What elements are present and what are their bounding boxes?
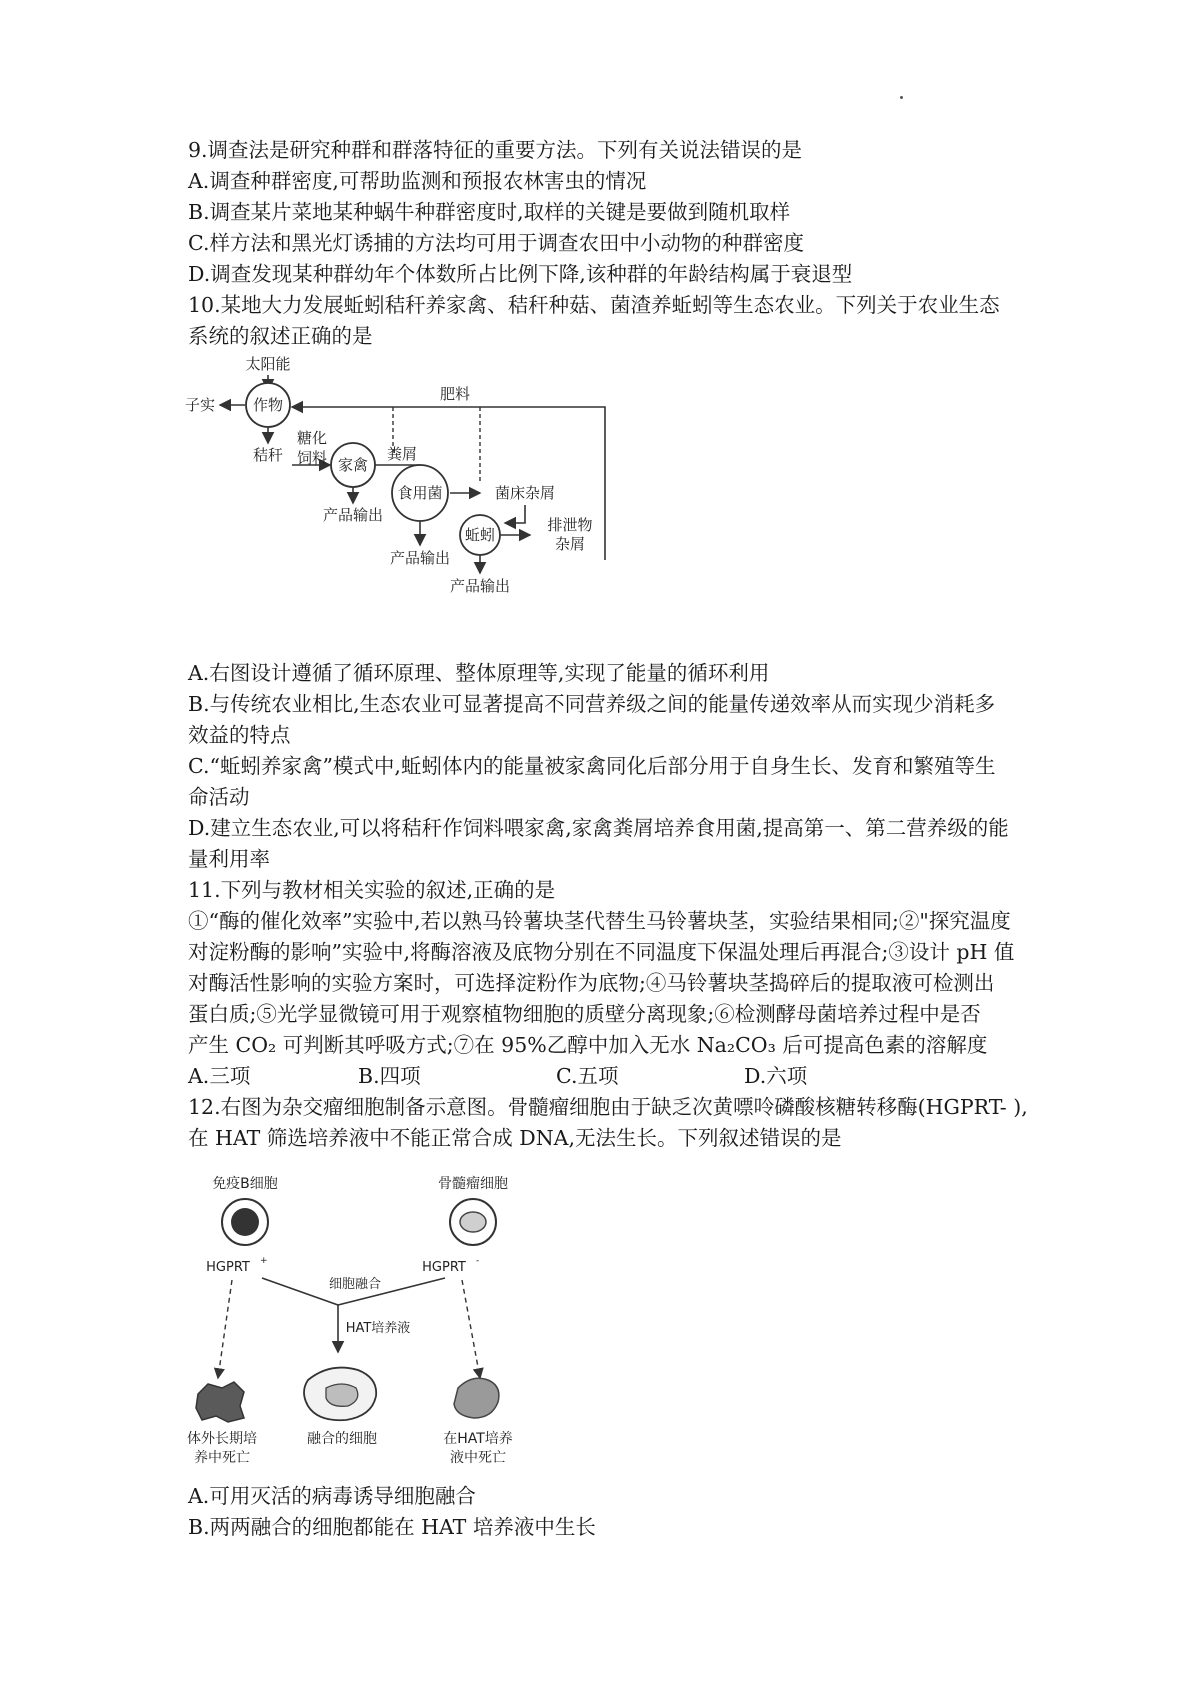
q11-choice-c: C.五项 [556, 1064, 619, 1088]
excreta-label-1: 排泄物 [547, 516, 593, 534]
q11-choice-b: B.四项 [358, 1064, 421, 1088]
q11-stem: 11.下列与教材相关实验的叙述,正确的是 [188, 878, 556, 902]
fusion-label: 细胞融合 [328, 1277, 382, 1292]
saccharified-label-1: 糖化 [296, 429, 328, 447]
sun-label: 太阳能 [245, 355, 291, 373]
q10-option-c-cont: 命活动 [188, 785, 250, 809]
b-cell-label: 免疫B细胞 [212, 1176, 278, 1192]
scan-speck [900, 96, 903, 99]
right-outcome-2: 液中死亡 [450, 1450, 506, 1466]
q9-stem: 9.调查法是研究种群和群落特征的重要方法。下列有关说法错误的是 [188, 138, 803, 162]
left-outcome-2: 养中死亡 [194, 1450, 250, 1466]
bed-waste-label: 菌床杂屑 [494, 484, 556, 502]
q10-stem-line2: 系统的叙述正确的是 [188, 324, 373, 348]
straw-label: 秸秆 [252, 446, 284, 464]
q11-body-5: 产生 CO₂ 可判断其呼吸方式;⑦在 95%乙醇中加入无水 Na₂CO₃ 后可提高色素的溶解度 [188, 1033, 988, 1057]
q11-body-1: ①“酶的催化效率”实验中,若以熟马铃薯块茎代替生马铃薯块茎，实验结果相同;②"探究温度 [188, 909, 1011, 933]
crop-label: 作物 [252, 396, 284, 414]
q10-stem-line1: 10.某地大力发展蚯蚓秸秆养家禽、秸秆种菇、菌渣养蚯蚓等生态农业。下列关于农业生态 [188, 293, 1000, 317]
q10-option-a: A.右图设计遵循了循环原理、整体原理等,实现了能量的循环利用 [188, 661, 770, 685]
hgprt-minus-sup: - [476, 1256, 480, 1266]
q12-stem-line2: 在 HAT 筛选培养液中不能正常合成 DNA,无法生长。下列叙述错误的是 [188, 1126, 842, 1150]
q11-choice-a: A.三项 [188, 1064, 251, 1088]
q11-body-3: 对酶活性影响的实验方案时，可选择淀粉作为底物;④马铃薯块茎捣碎后的提取液可检测出 [188, 971, 995, 995]
q12-option-b: B.两两融合的细胞都能在 HAT 培养液中生长 [188, 1515, 596, 1539]
output-label-2: 产品输出 [389, 549, 451, 567]
hat-label: HAT培养液 [345, 1321, 411, 1336]
saccharified-label-2: 饲料 [296, 449, 328, 467]
poultry-label: 家禽 [337, 456, 369, 474]
q9-option-d: D.调查发现某种群幼年个体数所占比例下降,该种群的年龄结构属于衰退型 [188, 262, 853, 286]
right-outcome-1: 在HAT培养 [443, 1431, 513, 1447]
earthworm-label: 蚯蚓 [464, 526, 496, 544]
q11-body-4: 蛋白质;⑤光学显微镜可用于观察植物细胞的质壁分离现象;⑥检测酵母菌培养过程中是否 [188, 1002, 981, 1026]
ecological-agriculture-diagram [180, 355, 650, 650]
fertilizer-label: 肥料 [439, 385, 471, 403]
seed-label: 子实 [184, 396, 216, 414]
fungus-label: 食用菌 [397, 484, 443, 502]
q10-option-b-cont: 效益的特点 [188, 723, 291, 747]
dead-b-cell [196, 1382, 244, 1422]
q10-option-c: C.“蚯蚓养家禽”模式中,蚯蚓体内的能量被家禽同化后部分用于自身生长、发育和繁殖等生 [188, 754, 996, 778]
left-outcome-1: 体外长期培 [187, 1431, 257, 1447]
q10-option-d-cont: 量利用率 [188, 847, 270, 871]
hgprt-minus-label: HGPRT [422, 1260, 466, 1275]
dead-myeloma-cell [454, 1378, 499, 1418]
hgprt-plus-sup: + [260, 1256, 268, 1266]
q9-option-b: B.调查某片菜地某种蜗牛种群密度时,取样的关键是要做到随机取样 [188, 200, 791, 224]
myeloma-nucleus [460, 1212, 486, 1232]
q9-option-c: C.样方法和黑光灯诱捕的方法均可用于调查农田中小动物的种群密度 [188, 231, 804, 255]
excreta-label-2: 杂屑 [554, 535, 586, 553]
mid-outcome: 融合的细胞 [307, 1431, 377, 1447]
output-label-3: 产品输出 [449, 577, 511, 595]
manure-label: 粪屑 [386, 445, 418, 463]
myeloma-label: 骨髓瘤细胞 [438, 1176, 508, 1192]
q11-choice-d: D.六项 [744, 1064, 808, 1088]
b-cell-nucleus [231, 1208, 259, 1236]
q10-option-b: B.与传统农业相比,生态农业可显著提高不同营养级之间的能量传递效率从而实现少消耗多 [188, 692, 996, 716]
q10-option-d: D.建立生态农业,可以将秸秆作饲料喂家禽,家禽粪屑培养食用菌,提高第一、第二营养级的能 [188, 816, 1009, 840]
q12-stem-line1: 12.右图为杂交瘤细胞制备示意图。骨髓瘤细胞由于缺乏次黄嘌呤磷酸核糖转移酶(HGPRT- ), [188, 1095, 1028, 1119]
fused-cell-nucleus [326, 1384, 358, 1406]
hgprt-plus-label: HGPRT [206, 1260, 250, 1275]
q11-body-2: 对淀粉酶的影响”实验中,将酶溶液及底物分别在不同温度下保温处理后再混合;③设计 pH 值 [188, 940, 1015, 964]
hybridoma-diagram [180, 1170, 560, 1470]
q9-option-a: A.调查种群密度,可帮助监测和预报农林害虫的情况 [188, 169, 647, 193]
output-label-1: 产品输出 [322, 506, 384, 524]
q12-option-a: A.可用灭活的病毒诱导细胞融合 [188, 1484, 476, 1508]
